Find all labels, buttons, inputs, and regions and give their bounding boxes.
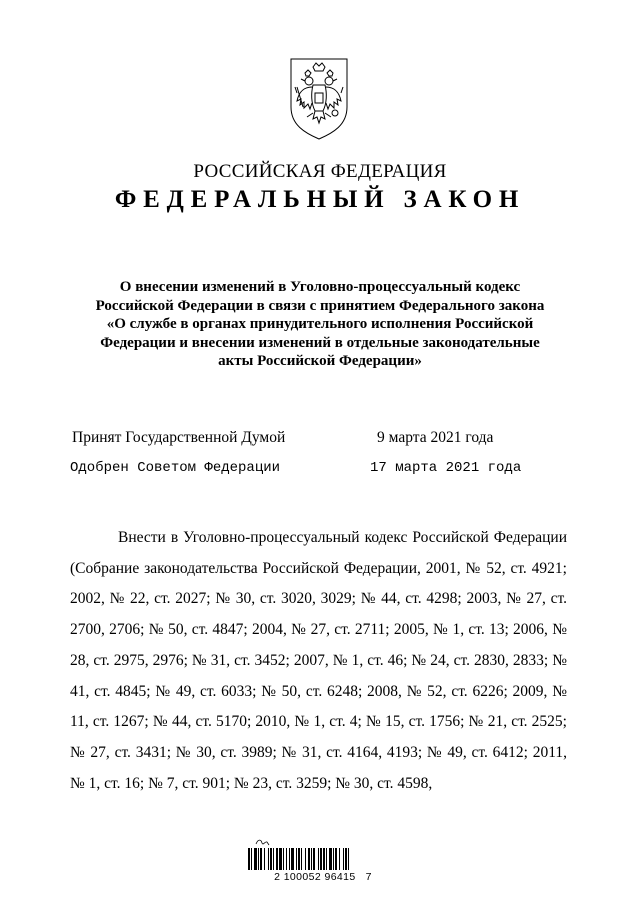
document-type: ФЕДЕРАЛЬНЫЙ ЗАКОН [114, 186, 526, 213]
law-title-line: «О службе в органах принудительного исполнения Российской [106, 316, 534, 332]
coat-of-arms-emblem [283, 57, 355, 141]
barcode-number: 2 100052 96415 7 [274, 871, 372, 883]
law-title [60, 278, 580, 371]
body-paragraph: Внести в Уголовно-процессуальный кодекс Российской Федерации (Собрание законодательства Российской Федерации, 2001, № 52, ст. 4921; 2002, № 22, ст. 2027; № 30, ст. 3020, 3029; № 44, ст. 4298; 2003, № 27, ст. 2700, 2706; № 50, ст. 4847; 2004, № 27, ст. 2711; 2005, № 1, ст. 13; 2006, № 28, ст. 2975, 2976; № 31, ст. 3452; 2007, № 1, ст. 46; № 24, ст. 2830, 2833; № 41, ст. 4845; № 49, ст. 6033; № 50, ст. 6248; 2008, № 52, ст. 6226; 2009, № 11, ст. 1267; № 44, ст. 5170; 2010, № 1, ст. 4; № 15, ст. 1756; № 21, ст. 2525; № 27, ст. 3431; № 30, ст. 3989; № 31, ст. 4164, 4193; № 49, ст. 6412; 2011, № 1, ст. 16; № 7, ст. 901; № 23, ст. 3259; № 30, ст. 4598, [70, 529, 567, 792]
double-headed-eagle-icon [283, 57, 355, 141]
law-title-line: Федерации и внесении изменений в отдельные законодательные [100, 334, 540, 351]
barcode-icon [246, 838, 400, 872]
country-name: РОССИЙСКАЯ ФЕДЕРАЦИЯ [193, 161, 447, 182]
law-title-line: О внесении изменений в Уголовно-процессуальный кодекс [119, 279, 521, 295]
law-title-line: акты Российской Федерации» [218, 353, 422, 369]
council-approval-label: Одобрен Советом Федерации [70, 460, 281, 476]
document-barcode [246, 838, 400, 888]
council-approval-date: 17 марта 2021 года [370, 460, 522, 476]
duma-adoption-date: 9 марта 2021 года [377, 429, 494, 446]
law-title-line: Российской Федерации в связи с принятием Федерального закона [95, 297, 545, 314]
duma-adoption-label: Принят Государственной Думой [72, 429, 286, 446]
